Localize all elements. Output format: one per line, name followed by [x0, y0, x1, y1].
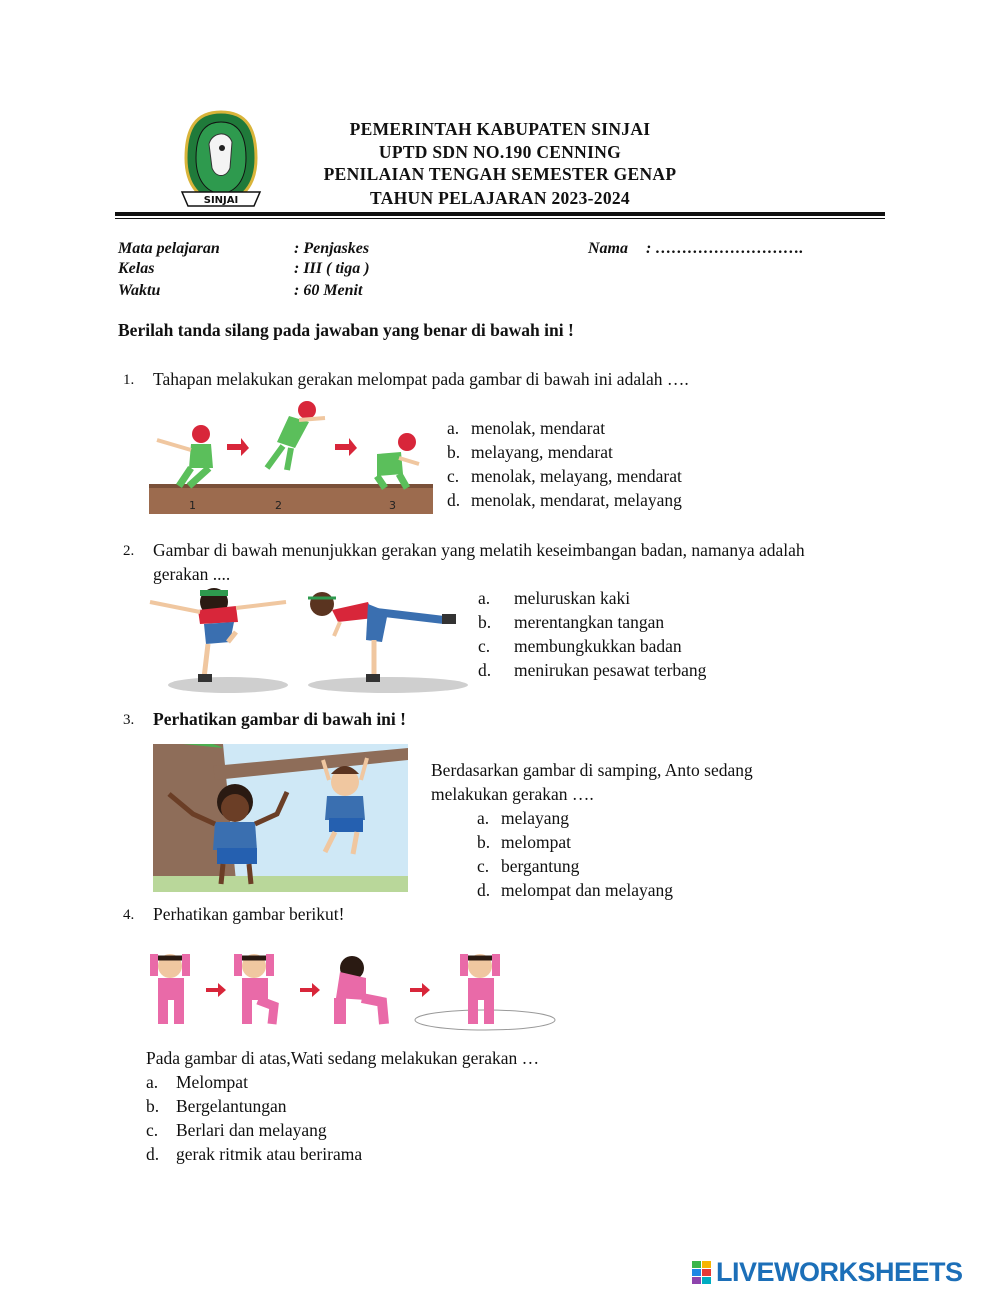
q2-option-c-letter: c.: [478, 636, 491, 656]
q4-number: 4.: [123, 907, 135, 923]
q3-text-line2: melakukan gerakan ….: [431, 784, 594, 804]
q4-option-d-text: gerak ritmik atau berirama: [176, 1144, 363, 1164]
subject-label: Mata pelajaran: [118, 240, 220, 257]
q4-option-a-letter: a.: [146, 1072, 159, 1092]
q3-option-c[interactable]: [477, 856, 579, 877]
q3-option-d[interactable]: [477, 880, 673, 901]
q3-option-c-letter: c.: [477, 856, 490, 876]
q4-option-d-letter: d.: [146, 1144, 160, 1164]
q3-option-c-text: bergantung: [501, 856, 580, 876]
q3-option-a-letter: a.: [477, 808, 490, 828]
q2-option-c[interactable]: [478, 636, 682, 657]
q1-option-a-letter: a.: [447, 418, 460, 438]
q3-text-line1: Berdasarkan gambar di samping, Anto sedang: [431, 760, 753, 780]
q2-option-a-letter: a.: [478, 588, 491, 608]
header-rule-thick: [115, 212, 885, 216]
header-line-1: PEMERINTAH KABUPATEN SINJAI: [349, 119, 651, 139]
q3-option-b-letter: b.: [477, 832, 491, 852]
header-line-2: UPTD SDN NO.190 CENNING: [378, 142, 622, 162]
time-label: Waktu: [118, 282, 161, 299]
q1-image-label-3: 3: [389, 499, 396, 512]
q1-option-b-text: melayang, mendarat: [471, 442, 613, 462]
q2-option-c-text: membungkukkan badan: [514, 636, 682, 656]
instruction: Berilah tanda silang pada jawaban yang benar di bawah ini !: [118, 320, 574, 340]
q2-balance-illustration: [148, 582, 470, 694]
q3-hanging-illustration: [153, 744, 408, 892]
q4-text: Pada gambar di atas,Wati sedang melakukan gerakan …: [146, 1048, 540, 1068]
q2-option-b[interactable]: [478, 612, 664, 633]
q1-option-c[interactable]: [447, 466, 682, 487]
q2-option-a[interactable]: [478, 588, 630, 609]
liveworksheets-text: LIVEWORKSHEETS: [716, 1257, 963, 1287]
q3-number: 3.: [123, 712, 135, 728]
q4-option-a-text: Melompat: [176, 1072, 248, 1092]
q4-option-c[interactable]: [146, 1120, 327, 1141]
q1-option-a-text: menolak, mendarat: [471, 418, 606, 438]
q4-option-b[interactable]: [146, 1096, 286, 1117]
q1-option-c-text: menolak, melayang, mendarat: [471, 466, 682, 486]
header-rule-thin: [115, 218, 885, 219]
q1-option-a[interactable]: [447, 418, 605, 439]
q2-text-line2: gerakan ....: [153, 564, 231, 584]
q2-option-b-text: merentangkan tangan: [514, 612, 665, 632]
q1-option-b-letter: b.: [447, 442, 461, 462]
q2-option-d-text: menirukan pesawat terbang: [514, 660, 707, 680]
q2-text-line1: Gambar di bawah menunjukkan gerakan yang melatih keseimbangan badan, namanya adalah: [153, 540, 805, 560]
q4-option-b-letter: b.: [146, 1096, 160, 1116]
name-label: Nama: [588, 240, 628, 257]
q4-title: Perhatikan gambar berikut!: [153, 904, 345, 924]
q2-number: 2.: [123, 543, 135, 559]
q1-jump-illustration: [149, 398, 433, 514]
q2-option-d[interactable]: [478, 660, 706, 681]
q3-option-b-text: melompat: [501, 832, 571, 852]
q1-option-c-letter: c.: [447, 466, 460, 486]
q3-title: Perhatikan gambar di bawah ini !: [153, 709, 406, 729]
q1-image-label-1: 1: [189, 499, 196, 512]
q4-option-c-letter: c.: [146, 1120, 159, 1140]
time-value: : 60 Menit: [294, 282, 363, 299]
q2-option-a-text: meluruskan kaki: [514, 588, 631, 608]
q4-option-b-text: Bergelantungan: [176, 1096, 287, 1116]
q3-option-d-letter: d.: [477, 880, 491, 900]
q4-option-a[interactable]: [146, 1072, 248, 1093]
header-line-4: TAHUN PELAJARAN 2023-2024: [370, 188, 630, 208]
liveworksheets-logo: [692, 1257, 963, 1288]
q1-option-b[interactable]: [447, 442, 613, 463]
q1-option-d-text: menolak, mendarat, melayang: [471, 490, 682, 510]
q4-option-c-text: Berlari dan melayang: [176, 1120, 327, 1140]
q2-option-d-letter: d.: [478, 660, 492, 680]
q3-option-b[interactable]: [477, 832, 571, 853]
q1-number: 1.: [123, 372, 135, 388]
q1-text: Tahapan melakukan gerakan melompat pada gambar di bawah ini adalah ….: [153, 369, 689, 389]
q4-option-d[interactable]: [146, 1144, 362, 1165]
name-field[interactable]: : ……………………….: [646, 240, 804, 257]
q3-option-a-text: melayang: [501, 808, 570, 828]
class-label: Kelas: [118, 260, 155, 277]
q1-image-label-2: 2: [275, 499, 282, 512]
q4-rhythmic-illustration: [140, 948, 560, 1034]
q1-option-d[interactable]: [447, 490, 682, 511]
q2-option-b-letter: b.: [478, 612, 492, 632]
q3-option-a[interactable]: [477, 808, 569, 829]
subject-value: : Penjaskes: [294, 240, 370, 257]
header-line-3: PENILAIAN TENGAH SEMESTER GENAP: [323, 164, 677, 184]
liveworksheets-icon: [692, 1261, 712, 1285]
q1-option-d-letter: d.: [447, 490, 461, 510]
logo-label: SINJAI: [203, 195, 239, 206]
q3-option-d-text: melompat dan melayang: [501, 880, 674, 900]
class-value: : III ( tiga ): [294, 260, 370, 277]
